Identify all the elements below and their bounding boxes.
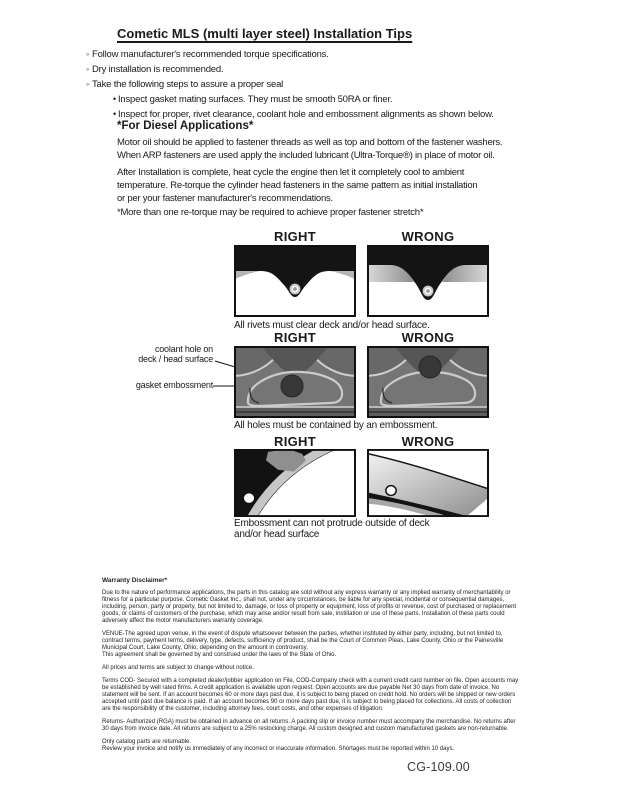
figure3-caption-line2: and/or head surface — [234, 529, 320, 540]
figure2-wrong-label: WRONG — [401, 330, 455, 345]
coolant-hole-right-diagram — [234, 346, 356, 418]
legal-section — [102, 577, 520, 753]
diesel-heading: *For Diesel Applications* — [117, 120, 254, 132]
list-item — [86, 47, 494, 62]
coolant-hole-label — [53, 344, 213, 364]
legal-paragraph: Due to the nature of performance applications, the parts in this catalog are sold without any express warranty or any implied warranty of merchantability or fitness for a particular purpose. Cometic Gasket Inc., shall not, under any circumstances, be liable for any special, incidental or consequential damages, including, person, party or property, but not limited to, damage, or loss of property or equipment, loss of profits or revenue, cost of purchased or replacement goods, or claims of customers of the purchase, which may arise and/or result from sale, instillation or use of these parts. Installation of these parts could adversely affect the motor manufacturers warranty coverage. — [102, 590, 517, 624]
page-title: Cometic MLS (multi layer steel) Installation Tips — [117, 26, 413, 41]
rivet-right-diagram — [234, 245, 356, 317]
list-item-text: Follow manufacturer's recommended torque specifications. — [92, 49, 329, 60]
list-item-text: Take the following steps to assure a proper seal — [92, 79, 284, 90]
page-code: CG-109.00 — [407, 760, 470, 774]
figure1-caption: All rivets must clear deck and/or head surface. — [234, 320, 430, 331]
warranty-heading: Warranty Disclaimer* — [102, 577, 168, 584]
legal-paragraph: VENUE-The agreed upon venue, in the event of dispute whatsoever between the parties, whether instituted by either party, including, but not limited to, contract terms, payment terms, delivery, type, defects, sufficiency of product, shall be the Court of Common Pleas, Lake County, Ohio or the Painesville Municipal Court, Lake County, Ohio, depending on the amount in controversy. — [102, 631, 504, 651]
legal-paragraph: All prices and terms are subject to change without notice. — [102, 665, 254, 671]
figure1-wrong-label: WRONG — [401, 229, 455, 244]
retorque-note: *More than one re-torque may be required to achieve proper fastener stretch* — [117, 207, 424, 218]
legal-paragraph: Review your invoice and notify us immediately of any incorrect or inaccurate information. Shortages must be reported within 10 days. — [102, 746, 455, 752]
diesel-paragraph-1 — [117, 136, 502, 162]
open-bullet-icon: ◦ — [86, 64, 89, 74]
figure3-wrong-label: WRONG — [401, 434, 455, 449]
coolant-hole-wrong-diagram — [367, 346, 489, 418]
open-bullet-icon: ◦ — [86, 79, 89, 89]
paragraph-line: When ARP fasteners are used apply the included lubricant (Ultra-Torque®) in place of motor oil. — [117, 150, 495, 161]
legal-paragraph: Returns- Authorized (RGA) must be obtained in advance on all returns. A packing slip or invoice number must accompany the merchandise. No returns after 30 days from invoice date. All returns are subject to a 25% restocking charge. All custom designed and custom manufactured gaskets are non-returnable. — [102, 719, 516, 732]
figure2-right-label: RIGHT — [274, 330, 316, 345]
figure3-caption-line1: Embossment can not protrude outside of deck — [234, 518, 430, 529]
open-bullet-icon: ◦ — [86, 49, 89, 59]
list-item — [86, 77, 494, 92]
figure1-right-label: RIGHT — [274, 229, 316, 244]
gasket-embossment-label: gasket embossment — [135, 380, 213, 390]
list-item — [86, 62, 494, 77]
filled-bullet-icon: • — [113, 109, 116, 119]
paragraph-line: Motor oil should be applied to fastener threads as well as top and bottom of the fastener washers. — [117, 137, 503, 148]
figure3-right-label: RIGHT — [274, 434, 316, 449]
label-line: deck / head surface — [138, 354, 213, 364]
paragraph-line: or per your fastener manufacturer's recommendations. — [117, 193, 333, 204]
list-item-text: Inspect for proper, rivet clearance, coolant hole and embossment alignments as shown below. — [117, 109, 494, 120]
bullet-list — [86, 47, 494, 122]
paragraph-line: temperature. Re-torque the cylinder head fasteners in the same pattern as initial installation — [117, 180, 478, 191]
legal-paragraph: Terms COD- Secured with a completed dealer/jobber application on File, COD-Company check with a current credit card number on file. Open accounts may be established by well rated firms. A credit application is available upon request. Open accounts are due payable Net 30 days from date of invoice. No statement will be sent. If an account becomes 60 or more days past due, it is subject to being placed on credit hold. No orders will be shipped or new orders accepted until past due balance is paid. If an account becomes 90 or more days past due, it is subject to being placed for collections. All costs of collection are the responsibility of the customer, including attorney fees, court costs, and other expenses of litigation. — [102, 678, 519, 712]
list-item-text: Inspect gasket mating surfaces. They must be smooth 50RA or finer. — [117, 94, 393, 105]
paragraph-line: After Installation is complete, heat cycle the engine then let it completely cool to ambient — [117, 167, 465, 178]
filled-bullet-icon: • — [113, 94, 116, 104]
rivet-wrong-diagram — [367, 245, 489, 317]
list-item-text: Dry installation is recommended. — [92, 64, 224, 75]
figure2-caption: All holes must be contained by an embossment. — [234, 420, 438, 431]
legal-paragraph: Only catalog parts are returnable. — [102, 739, 192, 745]
embossment-right-diagram — [234, 449, 356, 517]
label-line: coolant hole on — [154, 344, 213, 354]
legal-paragraph: This agreement shall be governed by and construed under the laws of the State of Ohio. — [102, 652, 337, 658]
sub-list-item — [86, 92, 494, 107]
diesel-paragraph-2 — [117, 166, 477, 205]
embossment-wrong-diagram — [367, 449, 489, 517]
